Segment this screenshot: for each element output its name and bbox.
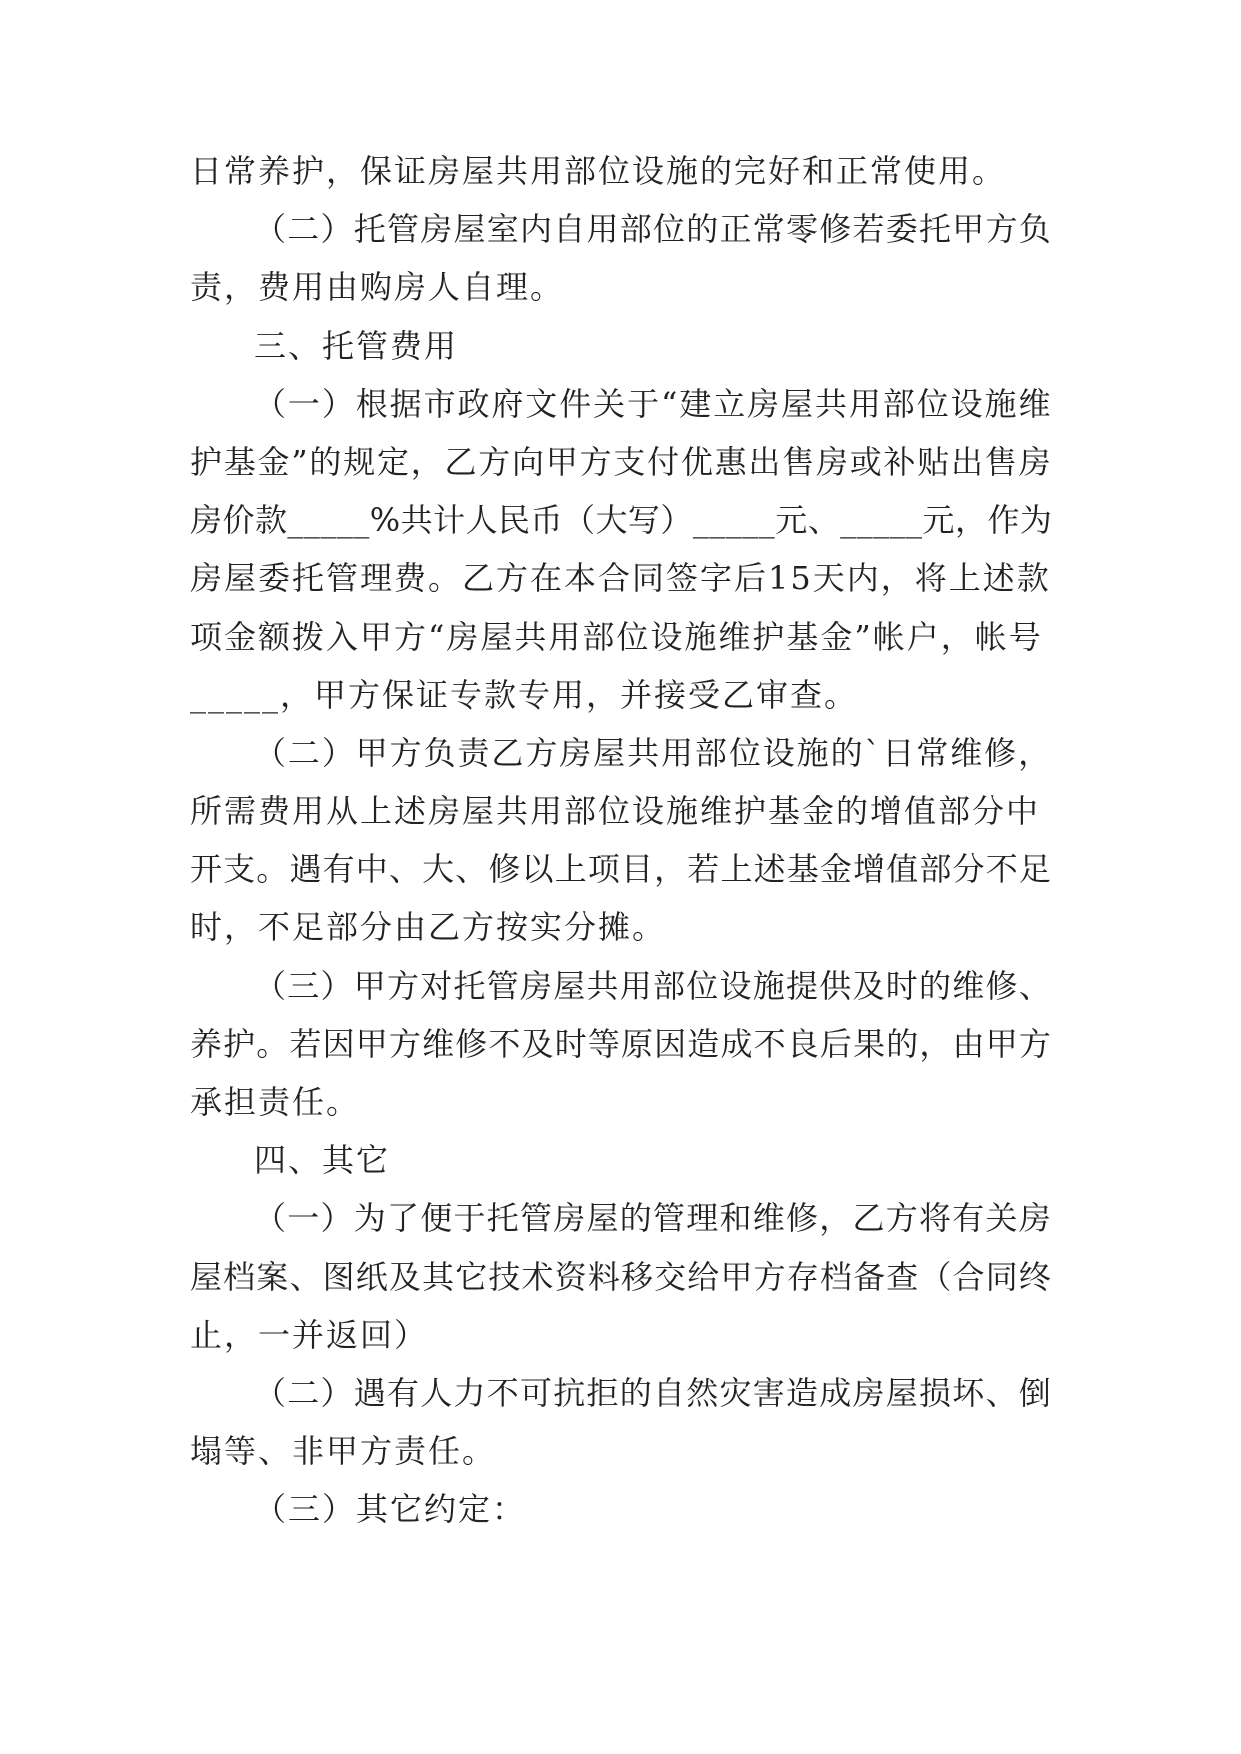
text-line: 所需费用从上述房屋共用部位设施维护基金的增值部分中 <box>190 792 1041 831</box>
text-line: 止，一并返回） <box>190 1315 429 1354</box>
document-body <box>190 142 1052 1539</box>
text-line: 养护。若因甲方维修不及时等原因造成不良后果的，由甲方 <box>190 1024 1053 1063</box>
text-line: 屋档案、图纸及其它技术资料移交给甲方存档备查（合同终 <box>190 1257 1053 1296</box>
text-line: （二）托管房屋室内自用部位的正常零修若委托甲方负 <box>254 210 1053 249</box>
text-line: 承担责任。 <box>190 1083 361 1121</box>
text-line: 责，费用由购房人自理。 <box>190 268 565 307</box>
text-line: 开支。遇有中、大、修以上项目，若上述基金增值部分不足 <box>190 850 1053 889</box>
text-line: 护基金”的规定，乙方向甲方支付优惠出售房或补贴出售房 <box>190 442 1053 481</box>
text-line: （二）遇有人力不可抗拒的自然灾害造成房屋损坏、倒 <box>254 1373 1053 1412</box>
text-line: 项金额拨入甲方“房屋共用部位设施维护基金”帐户，帐号 <box>190 617 1043 656</box>
section-heading: 四、其它 <box>254 1141 391 1180</box>
text-line: （二）甲方负责乙方房屋共用部位设施的`日常维修， <box>254 733 1053 772</box>
text-line: _____，甲方保证专款专用，并接受乙审查。 <box>190 675 859 714</box>
text-line: （三）甲方对托管房屋共用部位设施提供及时的维修、 <box>254 966 1053 1005</box>
section-heading: 三、托管费用 <box>254 326 459 365</box>
text-line: 塌等、非甲方责任。 <box>190 1432 497 1471</box>
text-line: （三）其它约定： <box>254 1490 527 1529</box>
text-line: 日常养护，保证房屋共用部位设施的完好和正常使用。 <box>190 152 1007 190</box>
text-line: 时，不足部分由乙方按实分摊。 <box>190 908 667 947</box>
text-line: 房价款_____%共计人民币（大写）_____元、_____元，作为 <box>190 501 1053 540</box>
text-line: 房屋委托管理费。乙方在本合同签字后15天内，将上述款 <box>190 559 1051 598</box>
text-line: （一）根据市政府文件关于“建立房屋共用部位设施维 <box>254 384 1053 423</box>
text-line: （一）为了便于托管房屋的管理和维修，乙方将有关房 <box>254 1199 1053 1238</box>
